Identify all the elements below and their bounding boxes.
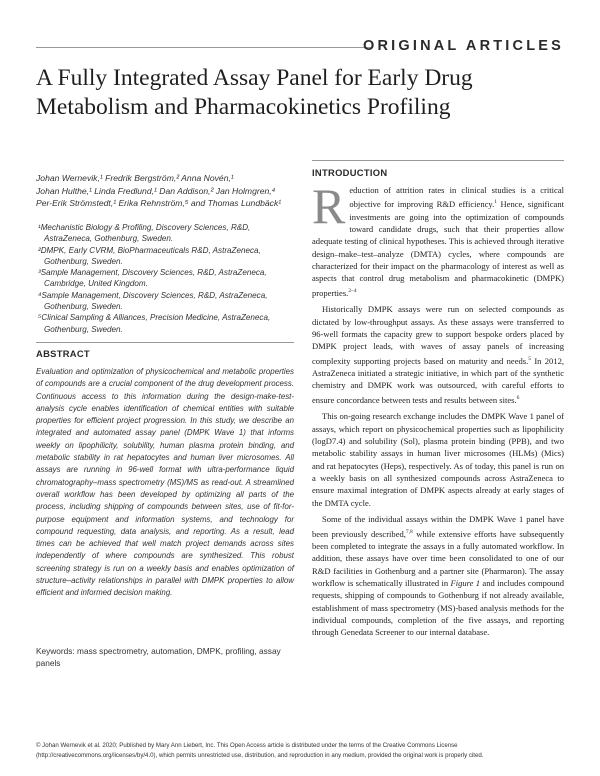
intro-paragraph: This on-going research exchange includes the DMPK Wave 1 panel of assays, which report on physicochemical properties such as lipophilicity (logD7.4) and solubility (Sol), plasma protein binding (PPB), and two metabolic stability assays in human liver microsomes (HLMs) (Mics) and rat hepatocytes (Heps), respectively. As of today, this panel is run on a weekly basis on all synthesized compounds across AstraZeneca to ensure maximal integration of DMPK aspects already at early stages of the DMTA cycle. xyxy=(312,411,564,508)
affiliation: ³Sample Management, Discovery Sciences, R&D, AstraZeneca, Cambridge, United Kingdom. xyxy=(38,268,267,289)
text-run: In 2012, AstraZeneca initiated a strategic initiative, in which part of the synthetic chemistry and DMPK work was outsourced, with careful efforts to ensure concordance between tests and results between sites. xyxy=(312,355,564,405)
intro-paragraph xyxy=(312,303,564,405)
affiliation: ⁵Clinical Sampling & Alliances, Precision Medicine, AstraZeneca, Gothenburg, Sweden. xyxy=(38,313,271,334)
intro-rule xyxy=(312,160,564,161)
keywords-list: mass spectrometry, automation, DMPK, profiling, assay panels xyxy=(36,646,281,669)
citation[interactable]: 7,8 xyxy=(405,528,413,535)
author-line: Johan Hulthe,¹ Linda Fredlund,¹ Dan Addison,² Jan Holmgren,⁴ xyxy=(36,185,276,196)
citation[interactable]: 2–4 xyxy=(348,287,357,294)
affiliation: ¹Mechanistic Biology & Profiling, Discovery Sciences, R&D, AstraZeneca, Gothenburg, Sweden. xyxy=(38,223,251,244)
citation[interactable]: 1 xyxy=(494,199,498,206)
section-label: ORIGINAL ARTICLES xyxy=(362,38,564,54)
text-run: eduction of attrition rates in clinical studies is a critical objective for improving R&D efficiency. xyxy=(349,185,564,210)
citation[interactable]: 5 xyxy=(528,355,531,362)
header-rule xyxy=(36,47,372,48)
article-title: A Fully Integrated Assay Panel for Early Drug Metabolism and Pharmacokinetics Profiling xyxy=(36,65,473,120)
abstract-text: Evaluation and optimization of physicochemical and metabolic properties of compounds are a crucial component of the drug development process. Continuous access to this information during the design-make-test-analysis cycle enables identification of chemical entities with suitable properties for efficient project progression. In this study, we describe an integrated and automated assay panel (DMPK Wave 1) that informs weekly on lipophilicity, solubility, human plasma protein binding, and metabolic stability in rat hepatocytes and human liver microsomes. All assays are running in 96-well format with ultra-performance liquid chromatography–mass spectrometry (MS)/MS as read-out. A streamlined overall workflow has been developed by optimizing all parts of the process, including shipping of compounds between sites, use of fit-for-purpose equipment and information systems, and technology for compound requesting, data analysis, and reporting. As a result, lead times can be achieved that well match project demands across sites independently of where compounds are synthesized. This robust screening strategy is run on a weekly basis and enables optimization of structure–activity relationships in parallel with DMPK properties to allow efficient and informed decision making. xyxy=(36,367,294,598)
affiliation-list xyxy=(36,222,294,335)
abstract-heading: ABSTRACT xyxy=(36,348,90,359)
text-run: Hence, significant investments are going into the optimization of compounds toward candidate drugs, such that their properties allow adequate testing of clinical hypotheses. This is achieved through iterative design–make–test–analyze (DMTA) cycles, where compounds are characterized for their impact on the pharmacology of interest as well as aspects that control drug metabolism and pharmacokinetic (DMPK) properties. xyxy=(312,199,564,298)
introduction-body xyxy=(312,178,565,643)
author-line: Per-Erik Strömstedt,¹ Erika Rehnström,⁵ and Thomas Lundbäck¹ xyxy=(36,198,282,209)
license-notice: © Johan Wernevik et al. 2020; Published by Mary Ann Liebert, Inc. This Open Access article is distributed under the terms of the Creative Commons License (http://creativecommons.org/licenses/by/4.0), which permits unrestricted use, distribution, and reproduction in any medium, provided the original work is properly cited. xyxy=(36,742,484,759)
citation[interactable]: 6 xyxy=(516,394,520,401)
text-run: and includes compound requests, shipping of compounds to Gothenburg if not already available, establishment of mass spectrometry (MS)-based analysis methods for the individual compounds, completion of the five assays, and reporting through Genedata Screener to our internal database. xyxy=(312,578,565,638)
intro-paragraph xyxy=(312,178,564,299)
keywords-label: Keywords: xyxy=(36,646,75,656)
affiliation: ⁴Sample Management, Discovery Sciences, R&D, AstraZeneca, Gothenburg, Sweden. xyxy=(38,290,268,312)
keywords xyxy=(36,645,294,670)
affiliation: ²DMPK, Early CVRM, BioPharmaceuticals R&D, AstraZeneca, Gothenburg, Sweden. xyxy=(38,245,261,266)
drop-cap: R xyxy=(312,178,346,234)
figure-reference[interactable]: Figure 1 xyxy=(450,578,481,589)
intro-paragraph xyxy=(312,513,564,638)
author-line: Johan Wernevik,¹ Fredrik Bergström,² Anna Novén,¹ xyxy=(36,173,234,183)
text-run: Historically DMPK assays were run on selected compounds as dictated by low-throughput assays. As these assays were transferred to 96-well formats the capacity grew to support bespoke orders placed by DMPK project leads, with waves of assay panels of increasing complexity supporting projects based on maturity and needs. xyxy=(312,304,564,366)
text-run: Some of the individual assays within the DMPK Wave 1 panel have been previously described, xyxy=(312,514,564,539)
text-run: while extensive efforts have subsequently been completed to integrate the assays in a fully automated workflow. In addition, these assays have over time been consolidated to one of our R&D facilities in Gothenburg and a partner site (Pharmaron). The assay workflow is schematically illustrated in xyxy=(312,528,564,589)
intro-heading: INTRODUCTION xyxy=(312,167,388,178)
author-list xyxy=(36,172,286,210)
abstract-rule xyxy=(36,342,294,343)
